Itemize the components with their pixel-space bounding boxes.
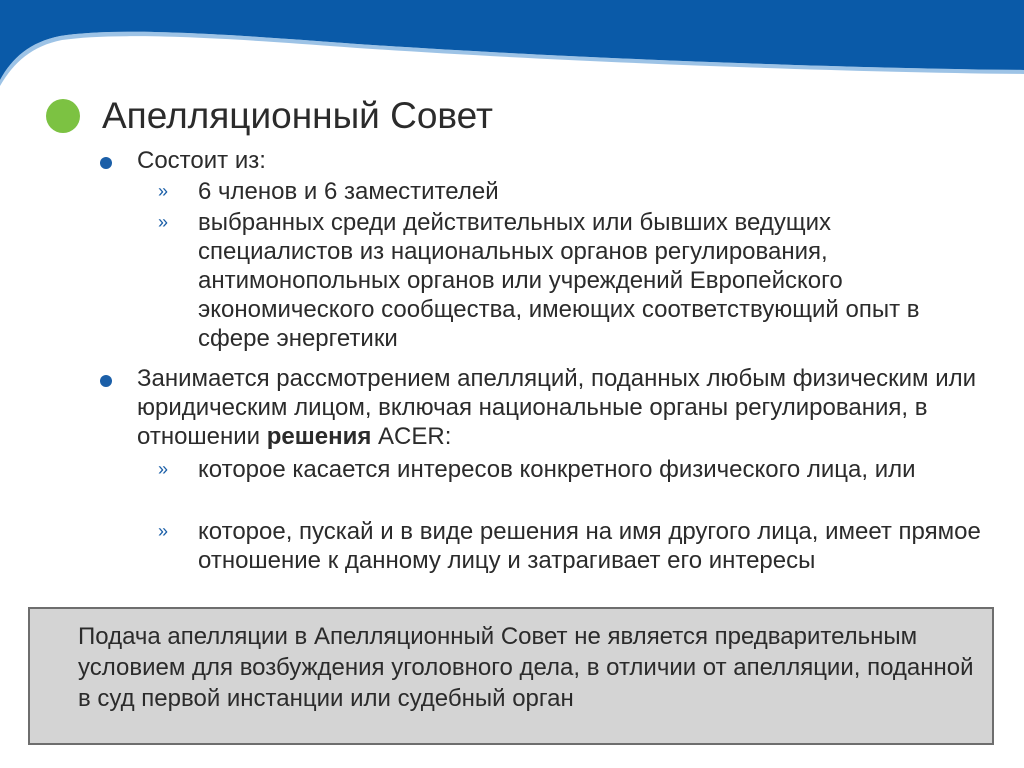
chevron-marker-icon: »: [158, 181, 169, 201]
note-text: Подача апелляции в Апелляционный Совет не является предварительным условием для возбуждения уголовного дела, в отличии от апелляции, поданной в суд первой инстанции или судебный орган: [78, 623, 974, 712]
chevron-marker-icon: »: [158, 521, 169, 541]
bullet-consists-of: Состоит из:: [137, 147, 266, 174]
subitem-members: 6 членов и 6 заместителей: [198, 178, 499, 205]
bullet-dot-icon: [100, 375, 112, 387]
bullet-text-part: Занимается рассмотрением апелляций, поданных любым физическим или юридическим лицом, включая национальные органы регулирования, в отношении: [137, 365, 977, 450]
slide-title: Апелляционный Совет: [102, 95, 493, 136]
bullet-text-bold: решения: [266, 423, 372, 450]
note-box: [28, 607, 994, 745]
subitem-selected-from: выбранных среди действительных или бывших ведущих специалистов из национальных органов регулирования, антимонопольных органов или учреждений Европейского экономического сообщества, имеющих соответствующий опыт в сфере энергетики: [198, 209, 920, 352]
bullet-text-part: ACER:: [371, 423, 452, 450]
bullet-handles-appeals: [137, 364, 997, 451]
chevron-marker-icon: »: [158, 459, 169, 479]
subitem-direct-relation: которое, пускай и в виде решения на имя другого лица, имеет прямое отношение к данному лицу и затрагивает его интересы: [198, 518, 981, 574]
subitem-concerns-interests: которое касается интересов конкретного физического лица, или: [198, 456, 916, 483]
chevron-marker-icon: »: [158, 212, 169, 232]
bullet-dot-icon: [100, 157, 112, 169]
